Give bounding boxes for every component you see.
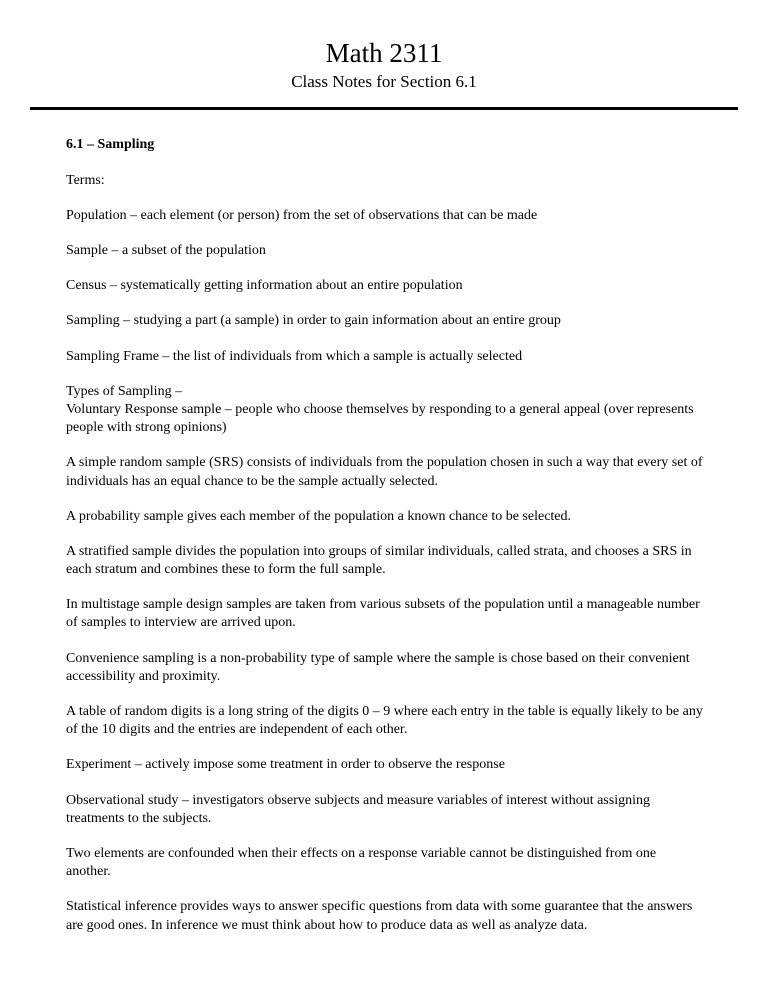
types-of-sampling-heading: Types of Sampling – [66, 383, 183, 399]
term-sample: Sample – a subset of the population [66, 243, 266, 258]
section-heading: 6.1 – Sampling [66, 137, 155, 153]
document-title: Math 2311 [325, 38, 443, 68]
document-subtitle: Class Notes for Section 6.1 [291, 72, 477, 92]
document-header [0, 38, 768, 92]
term-sampling: Sampling – studying a part (a sample) in order to gain information about an entire group [66, 313, 561, 329]
term-census: Census – systematically getting information about an entire population [66, 278, 463, 294]
header-divider [30, 107, 738, 110]
term-sampling-frame: Sampling Frame – the list of individuals from which a sample is actually selected [66, 348, 523, 364]
document-body [66, 136, 704, 934]
paragraph-confounded: Two elements are confounded when their effects on a response variable cannot be distinguished from one another. [66, 845, 657, 880]
paragraph-random-digits: A table of random digits is a long string of the digits 0 – 9 where each entry in the table is equally likely to be any of the 10 digits and the entries are independent of each other. [66, 704, 703, 738]
type-convenience-sampling: Convenience sampling is a non-probability type of sample where the sample is chose based on their convenient accessibility and proximity. [66, 650, 690, 684]
type-stratified-sample: A stratified sample divides the population into groups of similar individuals, called strata, and chooses a SRS in each stratum and combines these to form the full sample. [66, 543, 692, 578]
type-probability-sample: A probability sample gives each member of the population a known chance to be selected. [66, 508, 572, 524]
type-voluntary-response: Voluntary Response sample – people who choose themselves by responding to a general appeal (over represents people with strong opinions) [66, 401, 694, 436]
paragraph-observational-study: Observational study – investigators observe subjects and measure variables of interest without assigning treatments to the subjects. [66, 792, 650, 826]
type-multistage-sample: In multistage sample design samples are taken from various subsets of the population until a manageable number of samples to interview are arrived upon. [66, 597, 700, 631]
paragraph-statistical-inference: Statistical inference provides ways to answer specific questions from data with some guarantee that the answers are good ones. In inference we must think about how to produce data as well as analyze data. [66, 899, 693, 933]
paragraph-experiment: Experiment – actively impose some treatment in order to observe the response [66, 757, 505, 773]
term-population: Population – each element (or person) from the set of observations that can be made [66, 207, 538, 223]
terms-label: Terms: [66, 172, 105, 188]
type-simple-random-sample: A simple random sample (SRS) consists of individuals from the population chosen in such a way that every set of individuals has an equal chance to be the sample actually selected. [66, 455, 703, 489]
